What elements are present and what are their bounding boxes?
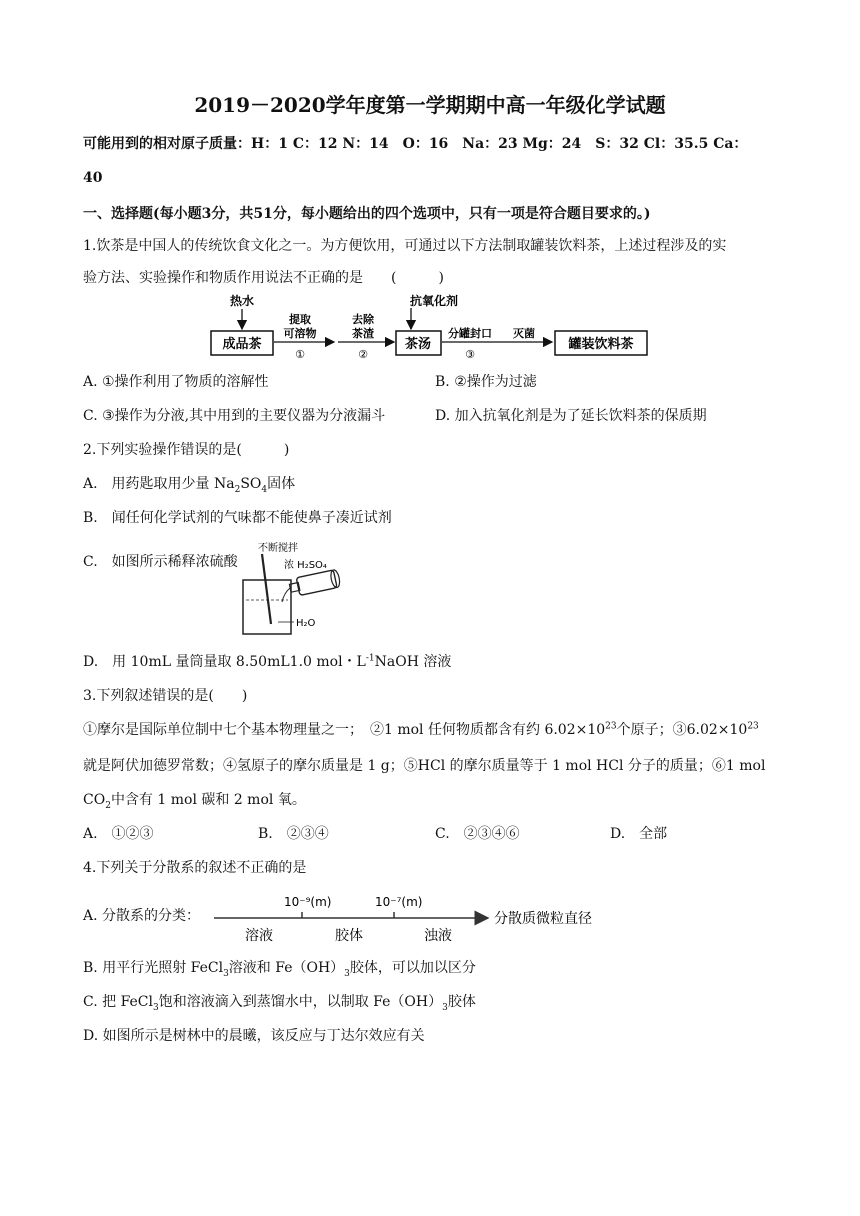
fig-stir-label: 不断搅拌 bbox=[258, 543, 298, 554]
q3-option-d: D. 全部 bbox=[610, 826, 668, 842]
atomic-mass-line-1: 可能用到的相对原子质量：H：1 C：12 N：14 O：16 Na：23 Mg：24 S：32 Cl：35.5 Ca： bbox=[83, 136, 748, 152]
flow-step3-num: ③ bbox=[465, 348, 475, 361]
q4-stem: 4.下列关于分散系的叙述不正确的是 bbox=[83, 860, 307, 876]
section-heading: 一、选择题(每小题3分，共51分，每小题给出的四个选项中，只有一项是符合题目要求的。) bbox=[83, 206, 651, 222]
q1-option-c: C. ③操作为分液,其中用到的主要仪器为分液漏斗 bbox=[83, 408, 386, 424]
q4-option-d: D. 如图所示是树林中的晨曦，该反应与丁达尔效应有关 bbox=[83, 1028, 425, 1044]
axis-segment-suspension: 浊液 bbox=[424, 928, 452, 944]
q4-option-a: A. 分散系的分类： bbox=[83, 908, 201, 924]
q3-option-a: A. ①②③ bbox=[83, 826, 154, 842]
q1-stem-line-2: 验方法、实验操作和物质作用说法不正确的是 ( ) bbox=[83, 270, 444, 286]
flow-box-tea-label: 成品茶 bbox=[222, 337, 262, 352]
q2-stem: 2.下列实验操作错误的是( ) bbox=[83, 442, 290, 458]
q3-option-b: B. ②③④ bbox=[258, 826, 329, 842]
q1-stem-line-1: 1.饮茶是中国人的传统饮食文化之一。为方便饮用，可通过以下方法制取罐装饮料茶，上述过程涉及的实 bbox=[83, 238, 727, 254]
flow-step1-top: 提取 bbox=[289, 313, 311, 326]
axis-segment-colloid: 胶体 bbox=[335, 928, 363, 944]
q1-option-b: B. ②操作为过滤 bbox=[435, 374, 537, 390]
q3-statement-line-1: ①摩尔是国际单位制中七个基本物理量之一； ②1 mol 任何物质都含有约 $6.02\times 10^{23}$个原子；$③6.02\times 10^{23}$ bbox=[83, 721, 759, 738]
q4-option-b: B. 用平行光照射 FeCl$_3$溶液和 $Fe(OH)_3$胶体，可以加以区分 bbox=[83, 960, 476, 979]
q3-statement-line-3: $CO_2$中含有 1 mol 碳和 2 mol 氧。 bbox=[83, 792, 306, 811]
flow-step2-mid: 茶渣 bbox=[352, 327, 374, 340]
q3-option-c: C. ②③④⑥ bbox=[435, 826, 520, 842]
flow-step2-top: 去除 bbox=[352, 313, 374, 326]
q3-stem: 3.下列叙述错误的是( ) bbox=[83, 688, 248, 704]
q2-option-b: B. 闻任何化学试剂的气味都不能使鼻子凑近试剂 bbox=[83, 510, 392, 526]
q2-option-d: D. 用 10mL 量筒量取 8.50mL1.0 mol・$L^{-1}NaOH$ 溶液 bbox=[83, 653, 452, 670]
axis-segment-solution: 溶液 bbox=[245, 928, 273, 944]
atomic-mass-line-2: 40 bbox=[83, 170, 103, 186]
fig-water-label: H₂O bbox=[296, 618, 316, 629]
axis-label: 分散质微粒直径 bbox=[494, 911, 592, 927]
q1-option-d: D. 加入抗氧化剂是为了延长饮料茶的保质期 bbox=[435, 408, 707, 424]
fig-acid-label: 浓 H₂SO₄ bbox=[284, 560, 327, 571]
flow-box-canned-tea-label: 罐装饮料茶 bbox=[568, 337, 634, 352]
q2-option-a: A. 用药匙取用少量 $Na_2SO_4$固体 bbox=[83, 476, 296, 495]
flow-step2-num: ② bbox=[358, 348, 368, 361]
q1-option-a: A. ①操作利用了物质的溶解性 bbox=[83, 374, 269, 390]
axis-tick-2-label: 10⁻⁷(m) bbox=[375, 895, 423, 909]
flow-step1-mid: 可溶物 bbox=[283, 327, 317, 340]
flow-antioxidant: 抗氧化剂 bbox=[410, 294, 459, 308]
q2-option-c: C. 如图所示稀释浓硫酸 bbox=[83, 554, 238, 570]
flow-step1-num: ① bbox=[295, 348, 305, 361]
flow-box-tea-soup-label: 茶汤 bbox=[404, 337, 432, 352]
dilute-sulfuric-acid-figure bbox=[238, 540, 346, 636]
q1-flow-diagram bbox=[200, 294, 660, 364]
q3-statement-line-2: 就是阿伏加德罗常数；④氢原子的摩尔质量是 1 g；⑤HCl 的摩尔质量等于 1 mol HCl 分子的质量；⑥1 mol bbox=[83, 758, 766, 774]
page-title: 2019－2020学年度第一学期期中高一年级化学试题 bbox=[194, 93, 666, 117]
flow-step3-label: 分罐封口 bbox=[448, 327, 492, 340]
q4-option-c: C. 把 FeCl$_3$饱和溶液滴入到蒸馏水中，以制取 $Fe(OH)_3$胶体 bbox=[83, 994, 476, 1013]
dispersion-axis-figure bbox=[212, 886, 624, 948]
flow-step4-label: 灭菌 bbox=[513, 327, 535, 340]
axis-tick-1-label: 10⁻⁹(m) bbox=[284, 895, 332, 909]
flow-hot-water: 热水 bbox=[230, 294, 255, 308]
